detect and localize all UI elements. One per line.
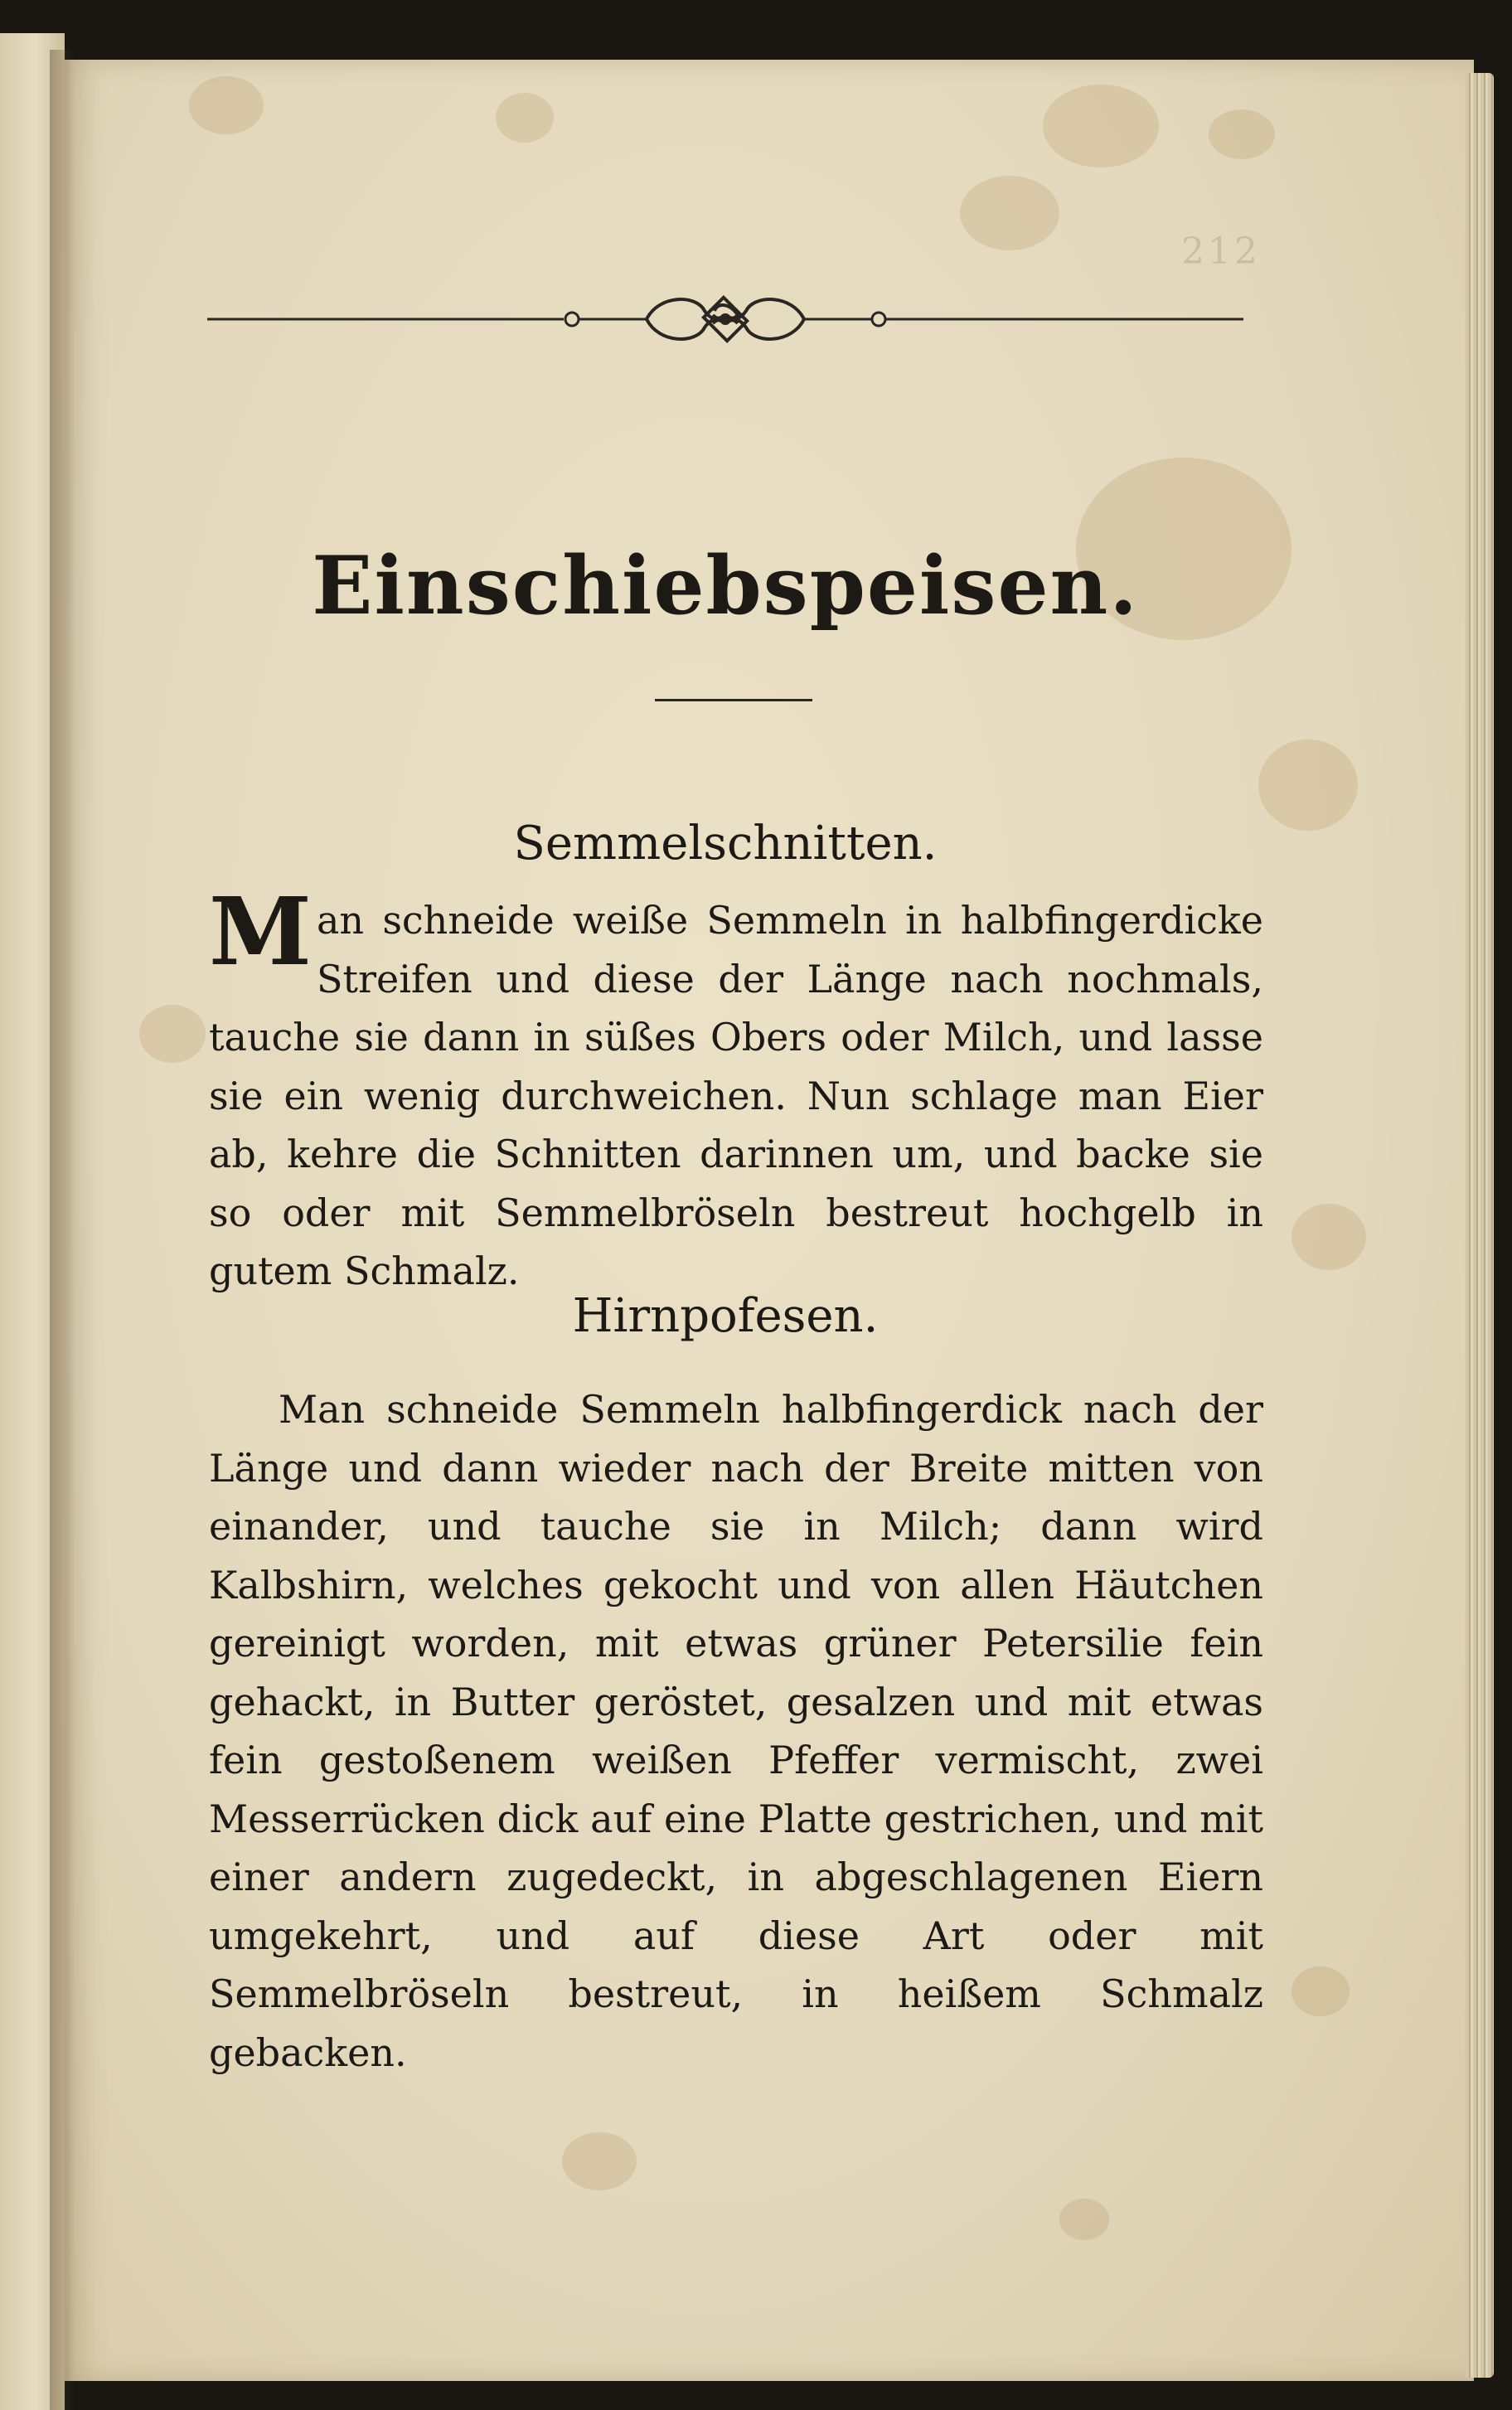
- recipe-heading-semmelschnitten: Semmelschnitten.: [513, 817, 938, 870]
- recipe-text-semmelschnitten: [209, 878, 1263, 1301]
- recipe-heading-hirnpofesen: Hirnpofesen.: [572, 1289, 879, 1343]
- drop-cap: M: [209, 878, 312, 987]
- section-title: Einschiebspeisen.: [312, 539, 1139, 633]
- gutter-shadow: [50, 50, 75, 2410]
- page-stack-edge: [1466, 73, 1494, 2378]
- scroll-ornament-icon: [207, 282, 1243, 356]
- recipe-body: Man schneide Semmeln halbfingerdick nach der Länge und dann wieder nach der Breite mitten von einander, und tauche sie in Milch; dann wird Kalbshirn, welches gekocht und von allen Häutchen gereinigt worden, mit etwas grüner Petersilie fein gehackt, in Butter geröstet, gesalzen und mit etwas fein gestoßenem weißen Pfeffer vermischt, zwei Messerrücken dick auf eine Platte gestrichen, und mit einer andern zugedeckt, in abgeschlagenen Eiern umgekehrt, und auf diese Art oder mit Semmelbröseln bestreut, in heißem Schmalz gebacken.: [209, 1387, 1263, 2075]
- show-through-page-number: 212: [1181, 230, 1261, 273]
- recipe-body: an schneide weiße Semmeln in halbfingerdicke Streifen und diese der Länge nach nochmals, tauche sie dann in süßes Obers oder Milch, und lasse sie ein wenig durchweichen. Nun schlage man Eier ab, kehre die Schnitten darinnen um, und backe sie so oder mit Semmelbröseln bestreut hochgelb in gutem Schmalz.: [209, 898, 1263, 1293]
- title-divider: [655, 699, 812, 701]
- recipe-text-hirnpofesen: [209, 1380, 1263, 2082]
